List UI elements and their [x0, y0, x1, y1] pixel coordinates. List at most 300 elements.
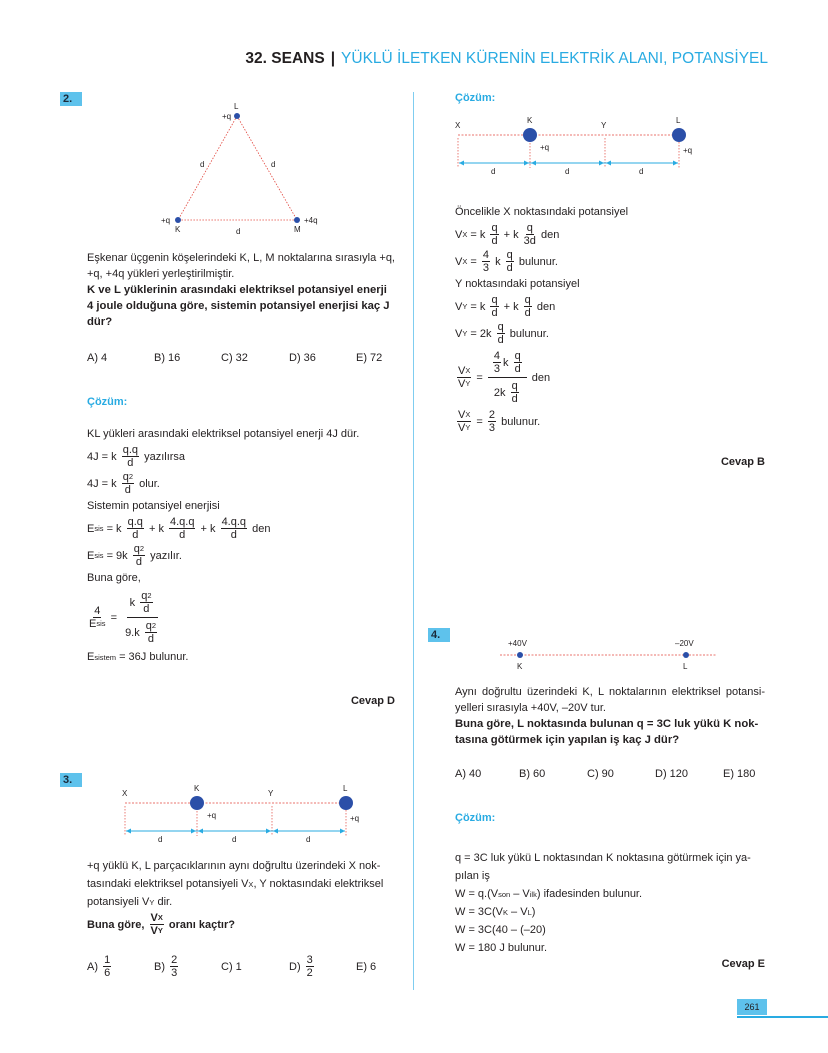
denominator [525, 307, 531, 319]
question-2 [87, 250, 395, 364]
math-text: q = 3C luk yükü L noktasından K noktasına götürmek için ya- [455, 852, 751, 864]
subscript: sis [94, 551, 104, 560]
fraction [306, 954, 314, 979]
svg-text:d: d [158, 835, 163, 844]
answer-options [455, 768, 765, 780]
numerator [514, 350, 522, 363]
svg-text:+q: +q [540, 143, 550, 152]
numerator [488, 348, 527, 378]
option-c[interactable]: C) 90 [587, 768, 614, 780]
option-c[interactable]: C) 32 [221, 352, 248, 364]
subscript: sis [94, 524, 104, 533]
label-K: K [175, 225, 181, 234]
numerator [150, 912, 164, 925]
math-line [87, 516, 395, 541]
math-text: , Y noktasındaki elektriksel [253, 878, 384, 890]
math-text: den [533, 300, 556, 313]
subscript: sis [96, 619, 106, 628]
label-charge-L: +q [222, 112, 232, 121]
math-text: Sistemin potansiyel enerjisi [87, 500, 220, 512]
fraction [514, 350, 522, 375]
math-text: + k [500, 228, 522, 241]
subscript: K [502, 907, 508, 917]
page-header [245, 50, 768, 68]
fraction [457, 409, 471, 434]
math-line [455, 922, 765, 938]
option-e[interactable]: E) 72 [356, 352, 383, 364]
math-line [87, 444, 395, 469]
superscript: 2 [139, 544, 145, 553]
denominator [507, 262, 513, 274]
math-text: q [506, 249, 513, 261]
denominator [491, 307, 497, 319]
math-line [87, 570, 395, 586]
math-text: + k [145, 522, 167, 535]
math-text: 3d [523, 235, 536, 247]
math-text: d [147, 633, 154, 645]
numerator [122, 471, 134, 484]
math-text: V [455, 300, 463, 313]
math-text: d [135, 556, 142, 568]
math-text: Y noktasındaki potansiyel [455, 278, 580, 290]
math-text: V [458, 409, 466, 421]
math-text: C) 1 [221, 960, 242, 973]
math-text: q [133, 543, 140, 555]
fraction [103, 954, 111, 979]
label-charge-M: +4q [304, 216, 318, 225]
math-text: q.q [122, 444, 139, 456]
question-number: 4. [428, 628, 450, 642]
math-text: oranı kaçtır? [165, 918, 235, 931]
line-charges-figure [115, 780, 375, 850]
subscript: Y [462, 302, 468, 311]
math-text: ) [531, 906, 536, 918]
answer-label: Cevap B [720, 456, 765, 468]
subscript: X [462, 230, 468, 239]
math-text: d [124, 484, 131, 496]
label-d: d [200, 160, 205, 169]
fraction [127, 516, 144, 541]
math-text: 4J = k [87, 450, 120, 463]
svg-text:K: K [194, 784, 200, 793]
numerator [457, 365, 471, 378]
math-text: k [503, 356, 512, 369]
solution-4 [455, 848, 765, 958]
math-text: +q yüklü K, L parçacıklarının aynı doğrultu üzerindeki X nok- [87, 860, 381, 872]
charge-K [523, 128, 537, 142]
question-prompt: K ve L yüklerinin arasındaki elektriksel potansiyel enerji 4 joule olduğuna göre, sistemin potansiyel enerjisi kaç J dür? [87, 284, 390, 328]
math-text: dir. [154, 896, 173, 908]
denominator [143, 603, 149, 615]
math-text: q [524, 294, 531, 306]
option-a[interactable]: A) 40 [455, 768, 482, 780]
fraction [122, 444, 139, 469]
fraction [221, 516, 247, 541]
svg-text:+40V: +40V [508, 639, 527, 648]
svg-text:L: L [343, 784, 348, 793]
option-d[interactable]: D) 120 [655, 768, 689, 780]
math-text: k [129, 596, 139, 609]
svg-text:X: X [122, 789, 128, 798]
math-text: A) [87, 960, 102, 973]
denominator [136, 556, 142, 568]
math-text: 3 [493, 363, 501, 375]
page-number: 261 [737, 999, 767, 1015]
numerator [457, 409, 471, 422]
math-text: = [107, 611, 121, 624]
fraction [140, 590, 152, 615]
math-text: = 2k [467, 327, 495, 340]
numerator [493, 350, 501, 363]
denominator [498, 334, 504, 346]
charge-L [234, 113, 240, 119]
math-text: Öncelikle X noktasındaki potansiyel [455, 206, 629, 218]
math-text: = k [467, 228, 489, 241]
svg-text:d: d [306, 835, 311, 844]
fraction [524, 294, 532, 319]
math-text: + k [500, 300, 522, 313]
math-text: den [249, 522, 271, 535]
denominator [104, 967, 110, 979]
math-text: E [87, 522, 95, 535]
math-text: E [89, 618, 97, 630]
math-text: d [230, 529, 237, 541]
math-text: d [132, 529, 139, 541]
math-text: d [179, 529, 186, 541]
question-3-text [87, 856, 397, 912]
fraction [482, 249, 490, 274]
math-text: d [524, 307, 531, 319]
math-text: 2k [493, 386, 509, 399]
solution-label: Çözüm: [455, 812, 496, 824]
math-text: Buna göre, [87, 572, 141, 584]
math-text: pılan iş [455, 870, 490, 882]
potential-line-figure [495, 635, 725, 675]
denominator [494, 363, 500, 375]
math-text: q [141, 590, 148, 602]
option-a[interactable] [87, 954, 154, 979]
math-text: 4 [482, 249, 490, 261]
math-line [455, 940, 765, 956]
question-prompt: Buna göre, L noktasında bulunan q = 3C luk yükü K nok-tasına götürmek için yapılan iş kaç J dür? [455, 718, 759, 746]
denominator [512, 393, 518, 405]
math-line [455, 294, 765, 319]
math-text: V [458, 378, 466, 390]
numerator [127, 516, 144, 529]
topic-title: YÜKLÜ İLETKEN KÜRENİN ELEKTRİK ALANI, POTANSİYEL [341, 50, 768, 67]
denominator [125, 484, 131, 496]
fraction [122, 588, 162, 647]
math-line [455, 886, 765, 902]
math-text: d [127, 457, 134, 469]
option-e[interactable]: E) 180 [723, 768, 756, 780]
math-text: W = 3C(V [455, 906, 503, 918]
subscript: son [498, 889, 511, 899]
math-text: bulunur. [515, 255, 558, 268]
math-text: q.q [127, 516, 143, 528]
svg-text:Y: Y [268, 789, 274, 798]
point-L [683, 652, 689, 658]
subscript: L [527, 907, 532, 917]
option-b[interactable]: B) 60 [519, 768, 546, 780]
numerator [306, 954, 314, 967]
math-text: V [458, 365, 466, 377]
denominator [491, 235, 497, 247]
math-line [87, 498, 395, 514]
numerator [488, 409, 496, 422]
denominator [148, 633, 154, 645]
math-text: V [455, 255, 463, 268]
math-text: V [455, 327, 463, 340]
math-text: V [150, 925, 158, 937]
math-line [455, 409, 765, 434]
math-text: B) [154, 960, 169, 973]
label-d: d [236, 227, 241, 236]
math-text: potansiyeli V [87, 896, 150, 908]
question-3-prompt [87, 912, 235, 937]
math-text: V [458, 422, 466, 434]
numerator [524, 294, 532, 307]
math-text: ) ifadesinden bulunur. [536, 888, 643, 900]
math-text: 2 [171, 954, 178, 966]
math-text: = 9k [103, 549, 131, 562]
math-text: W = 3C(40 – (–20) [455, 924, 546, 936]
math-text: 4 [94, 605, 101, 617]
label-L: L [234, 102, 239, 111]
math-text: 2 [306, 967, 313, 979]
subscript: X [248, 879, 254, 889]
numerator [170, 954, 178, 967]
solution-label: Çözüm: [455, 92, 496, 104]
option-d[interactable] [289, 954, 356, 979]
superscript: 2 [151, 621, 157, 630]
denominator [127, 457, 133, 469]
fraction [497, 321, 505, 346]
numerator [145, 620, 157, 633]
math-line [87, 894, 397, 910]
math-text: d [491, 307, 498, 319]
math-line [455, 321, 765, 346]
math-text: d [511, 393, 518, 405]
fraction [122, 471, 134, 496]
math-text: q [526, 222, 533, 234]
numerator [140, 590, 152, 603]
charge-L [672, 128, 686, 142]
math-text: E [87, 651, 95, 663]
solution-3 [455, 202, 765, 436]
denominator [122, 618, 162, 647]
svg-text:d: d [565, 167, 570, 176]
math-text: V [455, 228, 463, 241]
triangle-figure [150, 100, 330, 240]
label-charge-K: +q [161, 216, 171, 225]
header-separator: | [330, 50, 336, 67]
math-text: = [467, 255, 480, 268]
fraction [493, 350, 501, 375]
math-text: 4 [493, 350, 501, 362]
charge-K [175, 217, 181, 223]
denominator [132, 529, 138, 541]
math-text: q [491, 222, 498, 234]
math-text: Buna göre, [87, 918, 148, 931]
math-text: = 36J bulunur. [116, 651, 189, 663]
option-e[interactable] [356, 954, 376, 979]
subscript: Y [462, 329, 468, 338]
math-text: 3 [306, 954, 313, 966]
math-text: q [514, 350, 521, 362]
subscript: sistem [94, 652, 117, 662]
denominator [489, 422, 495, 434]
point-K [517, 652, 523, 658]
numerator [122, 444, 139, 457]
math-text: d [143, 603, 150, 615]
math-text: V [150, 912, 158, 924]
math-text: k [492, 255, 504, 268]
math-text: – V [508, 906, 528, 918]
numerator [221, 516, 247, 529]
denominator [491, 378, 524, 407]
fraction [89, 605, 106, 630]
math-text: q [145, 620, 152, 632]
math-text: 4.q.q [170, 516, 195, 528]
svg-text:–20V: –20V [675, 639, 694, 648]
subscript: X [465, 366, 471, 375]
fraction [490, 222, 498, 247]
denominator [179, 529, 185, 541]
numerator [497, 321, 505, 334]
math-text: 2 [488, 409, 496, 421]
answer-options [87, 352, 395, 364]
math-text: 3 [171, 967, 178, 979]
svg-text:+q: +q [350, 814, 360, 823]
svg-text:L: L [676, 116, 681, 125]
math-text: = [473, 415, 486, 428]
math-text: q [497, 321, 504, 333]
numerator [103, 954, 111, 967]
math-text: 3 [482, 262, 490, 274]
math-text: d [506, 262, 513, 274]
math-line [87, 543, 395, 568]
denominator [483, 262, 489, 274]
fraction [506, 249, 514, 274]
math-text: D) [289, 960, 304, 973]
label-d: d [271, 160, 276, 169]
solution-2 [87, 424, 395, 667]
math-line [455, 868, 765, 884]
svg-text:d: d [491, 167, 496, 176]
subscript: X [465, 410, 471, 419]
subscript: Y [149, 897, 155, 907]
subscript: Y [157, 926, 163, 935]
fraction [511, 380, 519, 405]
math-line [455, 348, 765, 407]
math-text: yazılırsa [141, 450, 186, 463]
math-text: = k [103, 522, 125, 535]
math-text: E) 6 [356, 960, 377, 973]
math-text: q [122, 471, 129, 483]
math-text: d [491, 235, 498, 247]
fraction [457, 365, 471, 390]
numerator [127, 588, 158, 618]
fraction [488, 348, 527, 407]
solution-label: Çözüm: [87, 396, 128, 408]
column-divider [413, 92, 414, 990]
denominator [231, 529, 237, 541]
math-line [455, 249, 765, 274]
denominator [89, 618, 106, 630]
session-number: 32. SEANS [245, 50, 325, 67]
math-line [87, 471, 395, 496]
math-text: W = 180 J bulunur. [455, 942, 548, 954]
numerator [526, 222, 534, 235]
subscript: ilk [529, 889, 537, 899]
svg-text:L: L [683, 662, 688, 671]
charge-K [190, 796, 204, 810]
option-a[interactable]: A) 4 [87, 352, 108, 364]
option-b[interactable]: B) 16 [154, 352, 181, 364]
math-text: E [87, 549, 95, 562]
question-number: 2. [60, 92, 82, 106]
answer-options [87, 952, 376, 981]
subscript: X [157, 913, 163, 922]
superscript: 2 [128, 472, 134, 481]
numerator [133, 543, 145, 556]
charge-M [294, 217, 300, 223]
math-text: q [511, 380, 518, 392]
math-text: W = q.(V [455, 888, 499, 900]
math-text: = [473, 371, 486, 384]
math-text: – V [510, 888, 530, 900]
math-text: 3 [488, 422, 496, 434]
math-text: d [497, 334, 504, 346]
math-text: den [537, 228, 560, 241]
option-c[interactable] [221, 954, 289, 979]
math-text: bulunur. [498, 415, 541, 428]
math-text: olur. [136, 477, 160, 490]
math-text: + k [197, 522, 219, 535]
charge-L [339, 796, 353, 810]
option-b[interactable] [154, 954, 221, 979]
fraction [524, 222, 536, 247]
fraction [133, 543, 145, 568]
label-M: M [294, 225, 301, 234]
question-text: Eşkenar üçgenin köşelerindeki K, L, M noktalarına sırasıyla +q, +q, +4q yükleri yerleştirilmiştir. [87, 252, 395, 280]
numerator [169, 516, 195, 529]
subscript: X [462, 257, 468, 266]
numerator [490, 294, 498, 307]
denominator [524, 235, 536, 247]
question-number: 3. [60, 773, 82, 787]
subscript: Y [465, 423, 471, 432]
math-text: 6 [104, 967, 111, 979]
svg-text:d: d [639, 167, 644, 176]
math-text: KL yükleri arasındaki elektriksel potansiyel enerji 4J dür. [87, 428, 360, 440]
svg-text:K: K [517, 662, 523, 671]
math-text: 4.q.q [221, 516, 247, 528]
math-line [455, 904, 765, 920]
math-text: = k [467, 300, 489, 313]
math-line [455, 850, 765, 866]
denominator [458, 378, 470, 390]
question-4 [455, 684, 765, 780]
math-text: 4J = k [87, 477, 120, 490]
math-text: q [491, 294, 498, 306]
math-line [87, 588, 395, 647]
option-d[interactable]: D) 36 [289, 352, 316, 364]
subscript: Y [465, 379, 471, 388]
fraction [490, 294, 498, 319]
answer-label: Cevap E [721, 958, 765, 970]
